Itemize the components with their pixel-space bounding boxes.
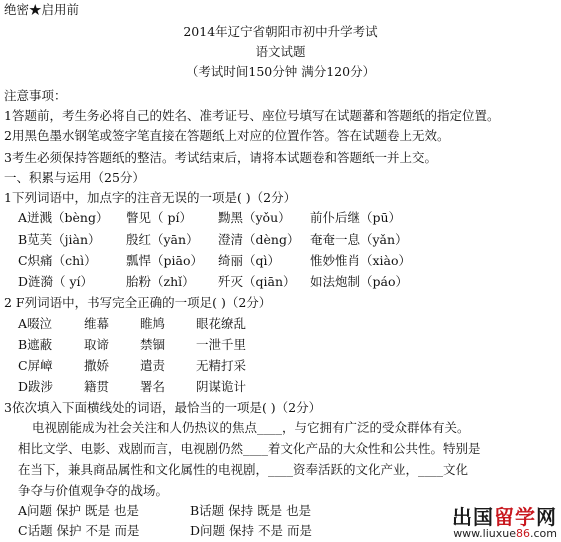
option-cell: 黝黑（yǒu） [218, 210, 291, 225]
option-cell: C屏嶂 [18, 358, 53, 373]
passage-line: 在当下，兼具商品属性和文化属性的电视剧，____资奉活跃的文化产业，____文化 [18, 462, 469, 477]
option-cell: 瓢悍（piāo） [126, 253, 203, 268]
option-cell: 前仆后继（pū） [310, 210, 402, 225]
option-cell: 绮丽（qì） [218, 253, 280, 268]
question-2-row-d [18, 379, 246, 395]
option-cell: 无精打采 [196, 358, 247, 373]
question-1-row-b [18, 232, 408, 248]
site-watermark [452, 506, 557, 540]
question-2-row-b [18, 337, 246, 353]
option-cell: 撒娇 [84, 358, 110, 373]
question-3-options-row [18, 523, 312, 539]
option-cell: D涟漪（ yí） [18, 274, 94, 289]
confidential-label: 绝密★启用前 [4, 2, 80, 17]
question-1-row-c [18, 253, 411, 269]
option-cell: D跋涉 [18, 379, 54, 394]
section-heading: 一、积累与运用（25分） [4, 170, 145, 185]
exam-subtitle: 语文试题 [255, 44, 306, 59]
note-item: 2用黑色墨水钢笔或签字笔直接在答题纸上对应的位置作答。答在试题卷上无效。 [4, 128, 450, 143]
question-3-options-row [18, 503, 311, 519]
question-3-stem: 3依次填入下面横线处的词语，最恰当的一项是( )（2分） [4, 400, 322, 415]
question-1-row-d [18, 274, 408, 290]
option-cell: D问题 保持 不是 而是 [190, 523, 312, 538]
passage-line: 电视剧能成为社会关注和人仍热议的焦点____，与它拥有广泛的受众群体有关。 [32, 420, 470, 435]
option-cell: 惟妙惟肖（xiào） [310, 253, 412, 268]
exam-title: 2014年辽宁省朝阳市初中升学考试 [183, 24, 378, 39]
watermark-url: www.liuxue86.com [453, 527, 557, 540]
watermark-brand: 出国留学网 [452, 505, 557, 529]
note-item: 3考生必须保持答题纸的整洁。考试结束后，请将本试题卷和答题纸一并上交。 [4, 150, 437, 165]
option-cell: 奄奄一息（yǎn） [310, 232, 408, 247]
passage-line: 相比文学、电影、戏剧而言，电视剧仍然____着文化产品的大众性和公共性。特别是 [18, 441, 481, 456]
question-2-row-c [18, 358, 246, 374]
option-cell: 瞥见（ pí） [126, 210, 192, 225]
exam-info: （考试时间150分钟 满分120分） [185, 64, 376, 79]
option-cell: 胎粉（zhǐ） [126, 274, 195, 289]
option-cell: B苋芙（jiàn） [18, 232, 101, 247]
notes-heading: 注意事项： [4, 88, 67, 103]
option-cell: 署名 [140, 379, 166, 394]
option-cell: 维幕 [84, 316, 110, 331]
option-cell: 禁锢 [140, 337, 166, 352]
option-cell: 阴谋诡计 [196, 379, 247, 394]
option-cell: B话题 保持 既是 也是 [190, 503, 312, 518]
option-cell: A啜泣 [18, 316, 53, 331]
option-cell: 籍贯 [84, 379, 110, 394]
option-cell: A问题 保护 既是 也是 [18, 503, 139, 518]
option-cell: 取谛 [84, 337, 110, 352]
option-cell: 遣责 [140, 358, 166, 373]
option-cell: 澄清（dèng） [218, 232, 300, 247]
question-2-stem: 2 F列词语中，书写完全正确的一项足( )（2分） [4, 295, 272, 310]
option-cell: 歼灭（qiān） [218, 274, 296, 289]
option-cell: 眼花缭乱 [196, 316, 247, 331]
option-cell: 一泄千里 [196, 337, 247, 352]
note-item: 1答题前，考生务必将自己的姓名、准考证号、座位号填写在试题蕃和答题纸的指定位置。 [4, 108, 500, 123]
option-cell: 如法炮制（páo） [310, 274, 408, 289]
option-cell: A迸溅（bèng） [18, 210, 109, 225]
option-cell: B遮蔽 [18, 337, 53, 352]
option-cell: C炽痛（chì） [18, 253, 97, 268]
question-2-row-a [18, 316, 246, 332]
passage-line: 争夺与价值观争夺的战场。 [18, 483, 169, 498]
question-1-stem: 1下列词语中，加点字的注音无误的一项是( )（2分） [4, 190, 297, 205]
question-1-row-a [18, 210, 401, 226]
option-cell: C话题 保护 不是 而是 [18, 523, 140, 538]
option-cell: 睢鸠 [140, 316, 166, 331]
option-cell: 殷红（yān） [126, 232, 199, 247]
